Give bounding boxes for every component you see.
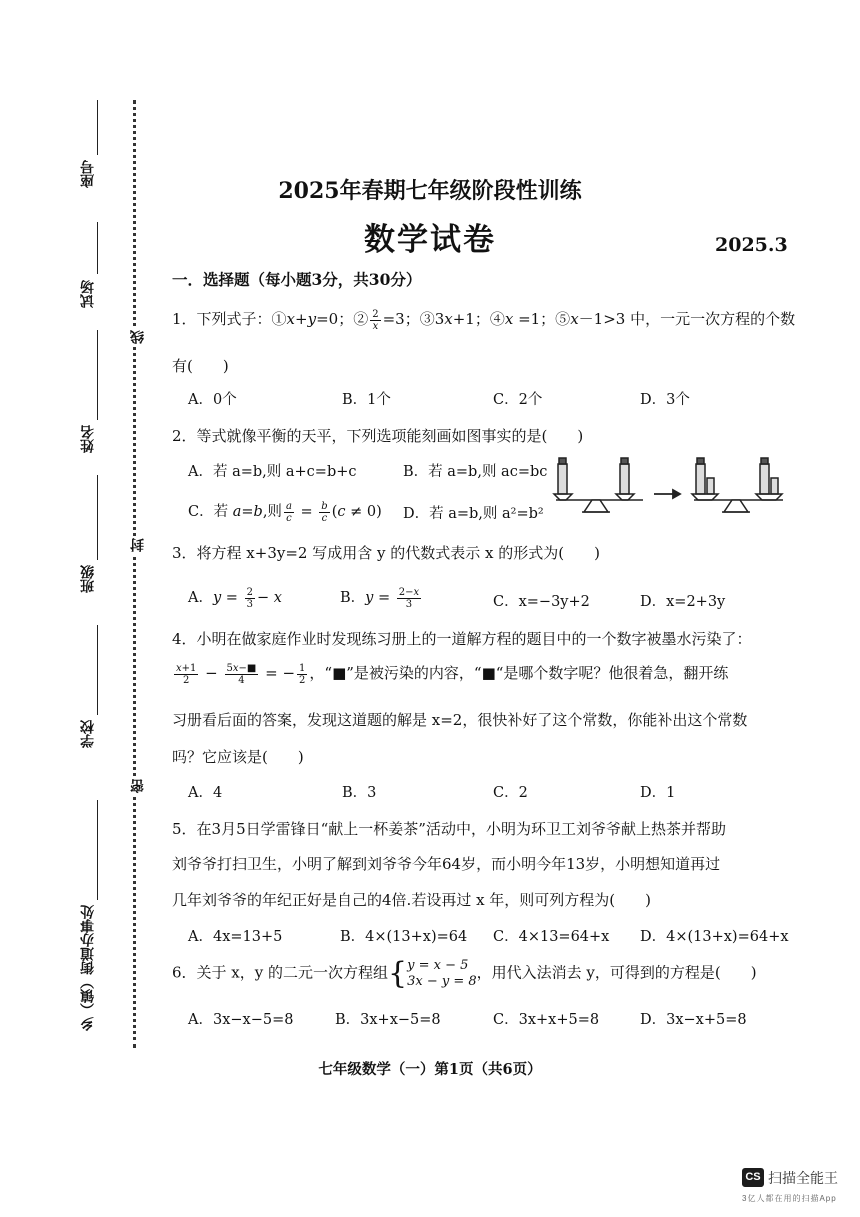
exam-subject: 数学试卷 [364, 222, 496, 258]
camscanner-logo-icon: CS [742, 1168, 764, 1187]
seal-char-line: 线 [130, 330, 146, 344]
exam-title: 2025年春期七年级阶段性训练 [278, 178, 582, 204]
q1-option-c[interactable]: C．2个 [493, 392, 543, 408]
school-label: 学校 [80, 720, 96, 748]
class-label: 班级 [80, 565, 96, 593]
q2-option-b[interactable]: B．若 a=b,则 ac=bc [403, 464, 548, 480]
brace-icon: { [388, 956, 408, 991]
q1-fraction: $\frac{2}{x}$ [372, 308, 379, 332]
q1-text-a: 1．下列式子：①x+y=0；② [172, 310, 369, 328]
q1-text-b: =3；③3x+1；④x =1；⑤x－1>3 中，一元一次方程的个数 [382, 310, 796, 328]
question-4-stem-line4: 吗？它应该是( ) [172, 748, 304, 766]
seal-char-secret: 密 [130, 779, 146, 793]
school-line [97, 625, 98, 715]
q1-option-b[interactable]: B．1个 [342, 392, 391, 408]
exam-room-label: 试场 [80, 280, 96, 308]
q4-option-c[interactable]: C．2 [493, 785, 528, 801]
q3-option-b[interactable]: B．y = $\frac{2-x}{3}$ [340, 586, 420, 610]
question-6-stem [172, 956, 757, 991]
q6-option-d[interactable]: D．3x−x+5=8 [640, 1012, 747, 1028]
q6-text-a: 6．关于 x，y 的二元一次方程组 [172, 963, 389, 982]
q6-text-b: ，用代入法消去 y，可得到的方程是( ) [476, 963, 757, 982]
q6-equation-system: y = x − 5 3x − y = 8 [407, 957, 477, 989]
q3-option-c[interactable]: C．x=−3y+2 [493, 594, 590, 610]
question-3-stem: 3．将方程 x+3y=2 写成用含 y 的代数式表示 x 的形式为( ) [172, 544, 600, 562]
name-label: 姓名 [80, 425, 96, 453]
question-4-stem: 4．小明在做家庭作业时发现练习册上的一道解方程的题目中的一个数字被墨水污染了： [172, 630, 752, 648]
seat-number-label: 座号 [80, 160, 96, 188]
class-line [97, 475, 98, 560]
question-5-stem-line3: 几年刘爷爷的年纪正好是自己的4倍.若设再过 x 年，则可列方程为( ) [172, 891, 652, 909]
balance-right [692, 458, 783, 512]
q5-option-d[interactable]: D．4×(13+x)=64+x [640, 929, 789, 945]
q1-option-a[interactable]: A．0个 [188, 392, 237, 408]
seat-number-line [97, 100, 98, 155]
q6-option-a[interactable]: A．3x−x−5=8 [188, 1012, 294, 1028]
q4-option-b[interactable]: B．3 [342, 785, 377, 801]
question-5-stem-line2: 刘爷爷打扫卫生，小明了解到刘爷爷今年64岁，而小明今年13岁，小明想知道再过 [172, 855, 721, 873]
question-2-stem: 2．等式就像平衡的天平，下列选项能刻画如图事实的是( ) [172, 427, 584, 445]
q2-option-c[interactable]: C．若 a=b,则 $\frac{a}{c}$ = $\frac{b}{c}$ (c ≠ 0) [188, 500, 382, 524]
question-4-equation-line: $\frac{x+1}{2}$ − $\frac{5x-■}{4}$ = − $\frac{1}{2}$ ，“■”是被污染的内容，“■“是哪个数字呢？他很着急，翻开练 [176, 662, 729, 686]
district-line [97, 800, 98, 900]
balance-scale-figure [548, 452, 788, 522]
q6-option-b[interactable]: B．3x+x−5=8 [335, 1012, 441, 1028]
arrow-icon [654, 490, 680, 498]
name-line [97, 330, 98, 420]
question-1-stem-line2: 有( ) [172, 357, 229, 375]
camscanner-name: 扫描全能王 [768, 1170, 838, 1186]
camscanner-tagline: 3亿人都在用的扫描App [742, 1194, 837, 1203]
q5-option-a[interactable]: A．4x=13+5 [188, 929, 283, 945]
question-4-stem-line3: 习册看后面的答案，发现这道题的解是 x=2，很快补好了这个常数，你能补出这个常数 [172, 711, 748, 729]
q5-option-b[interactable]: B．4×(13+x)=64 [340, 929, 468, 945]
q2-option-d[interactable]: D．若 a=b,则 a²=b² [403, 506, 544, 522]
question-5-stem: 5．在3月5日学雷锋日“献上一杯姜茶”活动中，小明为环卫工刘爷爷献上热茶并帮助 [172, 820, 726, 838]
balance-left [554, 458, 643, 512]
q4-option-d[interactable]: D．1 [640, 785, 676, 801]
q1-option-d[interactable]: D．3个 [640, 392, 690, 408]
exam-date: 2025.3 [715, 234, 788, 256]
district-label: 乡（镇）街道办事处 [80, 905, 96, 1031]
q5-option-c[interactable]: C．4×13=64+x [493, 929, 610, 945]
seal-char-seal: 封 [130, 538, 146, 552]
q2-option-a[interactable]: A．若 a=b,则 a+c=b+c [188, 464, 357, 480]
page-footer: 七年级数学（一）第1页（共6页） [318, 1061, 542, 1078]
question-1-stem [172, 308, 795, 332]
section-heading: 一．选择题（每小题3分，共30分） [172, 270, 422, 289]
q3-option-d[interactable]: D．x=2+3y [640, 594, 726, 610]
q3-option-a[interactable]: A．y = $\frac{2}{3}$ − x [188, 586, 282, 610]
q4-option-a[interactable]: A．4 [188, 785, 223, 801]
q6-option-c[interactable]: C．3x+x+5=8 [493, 1012, 600, 1028]
